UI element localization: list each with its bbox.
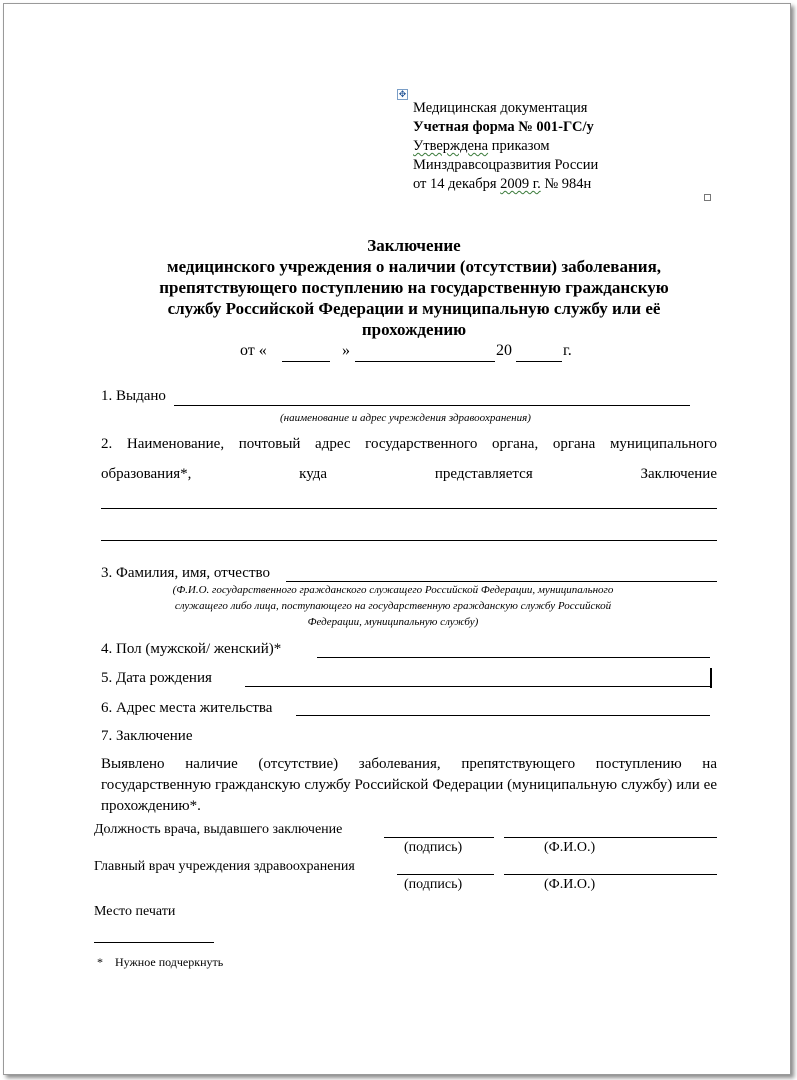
item-2-line-2 [101,540,717,541]
item-5-line [245,686,710,687]
date-quote-close: » [342,342,350,359]
stamp-place-label: Место печати [94,904,176,919]
item-3-note-1: (Ф.И.О. государственного гражданского служащего Российской Федерации, муниципального [172,584,614,596]
header-form-number: Учетная форма № 001-ГС/у [413,119,594,135]
date-month-line [355,361,495,362]
chief-sign-caption: (подпись) [404,877,463,892]
item-4-label: 4. Пол (мужской/ женский)* [101,641,282,657]
doctor-sign-caption: (подпись) [404,840,463,855]
item-3-note-3: Федерации, муниципальную службу) [307,616,479,628]
date-day-line [282,361,330,362]
table-resize-handle-icon[interactable] [704,194,711,201]
footnote-mark: * [97,955,103,969]
header-approved [413,137,550,155]
header-approved-word: Утверждена [413,138,489,154]
chief-fio-line [504,874,717,875]
date-from-label: от « [240,342,267,359]
header-doc-type: Медицинская документация [413,100,588,116]
item-6-line [296,715,710,716]
header-order-date [413,175,591,193]
header-date-part-b: № 984н [540,176,592,192]
chief-sign-line [397,874,494,875]
chief-doctor-label: Главный врач учреждения здравоохранения [94,859,355,874]
text-cursor [710,668,712,688]
title-line-4: службу Российской Федерации и муниципальную службу или её [167,299,661,318]
title-line-3: препятствующего поступлению на государственную гражданскую [159,278,669,297]
title-line-5: прохождению [361,320,467,339]
doctor-fio-caption: (Ф.И.О.) [544,840,596,855]
item-5-label: 5. Дата рождения [101,670,212,686]
item-6-label: 6. Адрес места жительства [101,700,273,716]
header-date-year: 2009 г. [500,176,541,192]
footnote-separator [94,942,214,943]
item-2-line-1 [101,508,717,509]
date-g-suffix: г. [563,342,572,359]
item-1-label: 1. Выдано [101,388,166,404]
table-move-handle-icon[interactable]: ✥ [398,89,407,99]
title-line-1: Заключение [367,236,461,255]
footnote-text: Нужное подчеркнуть [115,955,224,969]
doctor-sign-line [384,837,494,838]
item-4-line [317,657,710,658]
title-line-2: медицинского учреждения о наличии (отсутствии) заболевания, [166,257,662,276]
item-3-line [286,581,717,582]
header-date-part-a: от 14 декабря [413,176,501,192]
item-3-note-2: служащего либо лица, поступающего на государственную гражданскую службу Российской [174,600,612,612]
header-ministry: Минздравсоцразвития России [413,157,599,173]
doctor-position-label: Должность врача, выдавшего заключение [94,822,343,837]
item-3-label: 3. Фамилия, имя, отчество [101,565,270,581]
doctor-fio-line [504,837,717,838]
item-1-note: (наименование и адрес учреждения здравоохранения) [280,412,531,424]
date-year-line [516,361,562,362]
conclusion-text: Выявлено наличие (отсутствие) заболевания, препятствующего поступлению на государственную гражданскую службу Российской Федерации (муниципальную службу) или ее прохождению*. [101,756,717,814]
document-page [3,3,791,1075]
item-1-line [174,405,690,406]
chief-fio-caption: (Ф.И.О.) [544,877,596,892]
item-2-text: 2. Наименование, почтовый адрес государственного органа, органа муниципального образования*, куда представляется Заключение [101,436,717,482]
date-year-prefix: 20 [496,342,512,359]
item-7-label: 7. Заключение [101,728,193,744]
header-approved-rest: приказом [488,138,550,154]
